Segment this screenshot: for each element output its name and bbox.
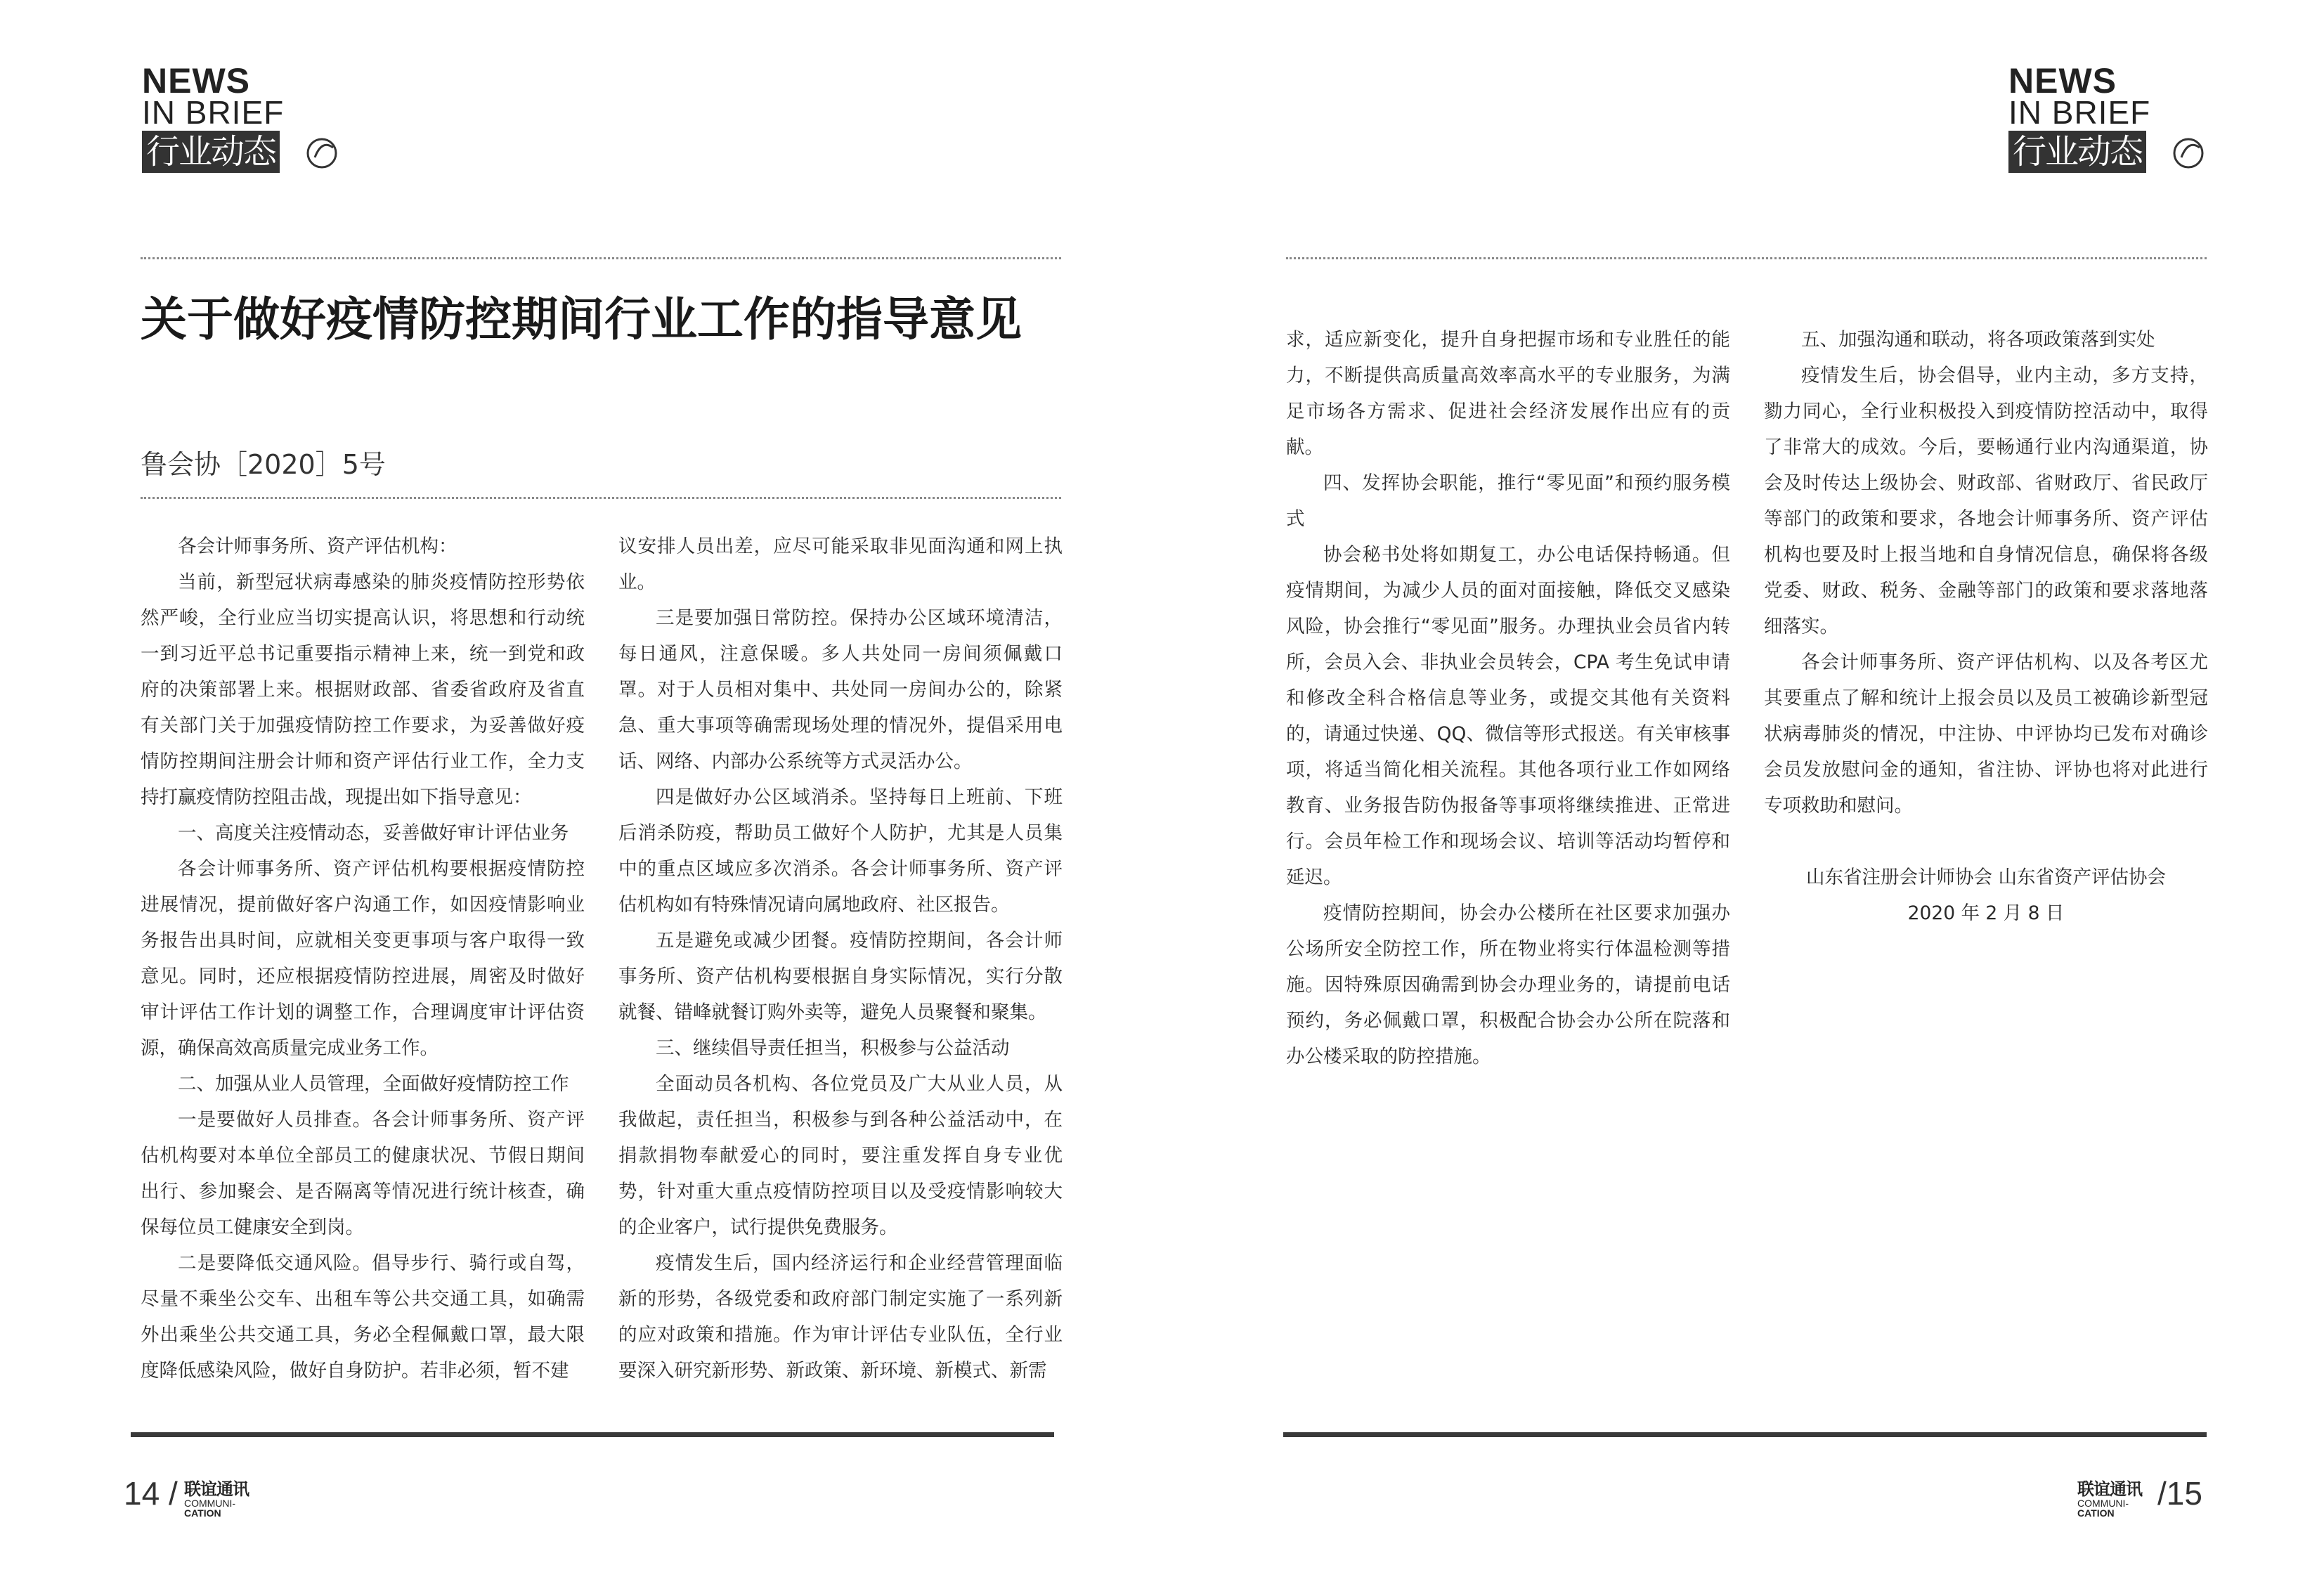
paragraph: 二是要降低交通风险。倡导步行、骑行或自驾，尽量不乘坐公交车、出租车等公共交通工具，如确需外出乘坐公共交通工具，务必全程佩戴口罩，最大限度降低感染风险，做好自身防护。若非必须，暂不建	[141, 1252, 585, 1382]
section-logo-right	[2008, 61, 2209, 173]
magazine-name-cn: 联谊通讯	[184, 1479, 249, 1499]
section-heading: 三、继续倡导责任担当，积极参与公益活动	[656, 1037, 1010, 1059]
leaf-ornament-icon	[305, 135, 342, 171]
section-label-cn: 行业动态	[2008, 131, 2146, 173]
paragraph: 协会秘书处将如期复工，办公电话保持畅通。但疫情期间，为减少人员的面对面接触，降低交叉感染风险，协会推行“零见面”服务。办理执业会员省内转所，会员入会、非执业会员转会，CPA 考生免试申请和修改全科合格信息等业务，或提交其他有关资料的，请通过快递、QQ、微信等形式报送。有关审核事项，将适当简化相关流程。其他各项行业工作如网络教育、业务报告防伪报备等事项将继续推进、正常进行。会员年检工作和现场会议、培训等活动均暂停和延迟。	[1286, 544, 1730, 888]
article-column-3	[1286, 322, 1730, 1075]
header-divider-left	[141, 257, 1061, 259]
footer-rule-left	[131, 1432, 1054, 1437]
header-divider-right	[1286, 257, 2207, 259]
magazine-name-en-2: CATION	[184, 1507, 221, 1519]
paragraph: 疫情发生后，国内经济运行和企业经营管理面临新的形势，各级党委和政府部门制定实施了一系列新的应对政策和措施。作为审计评估专业队伍，全行业要深入研究新形势、新政策、新环境、新模式、新需	[618, 1252, 1063, 1382]
signature: 山东省注册会计师协会 山东省资产评估协会	[1806, 867, 2166, 888]
section-logo-left	[142, 61, 342, 173]
paragraph: 一是要做好人员排查。各会计师事务所、资产评估机构要对本单位全部员工的健康状况、节假日期间出行、参加聚会、是否隔离等情况进行统计核查，确保每位员工健康安全到岗。	[141, 1109, 585, 1238]
in-brief-label: IN BRIEF	[2008, 94, 2151, 131]
document-number: 鲁会协［2020］5号	[141, 449, 386, 480]
paragraph: 疫情发生后，协会倡导，业内主动，多方支持，勠力同心，全行业积极投入到疫情防控活动中，取得了非常大的成效。今后，要畅通行业内沟通渠道，协会及时传达上级协会、财政部、省财政厅、省民政厅等部门的政策和要求，各地会计师事务所、资产评估机构也要及时上报当地和自身情况信息，确保将各级党委、财政、税务、金融等部门的政策和要求落地落细落实。	[1764, 365, 2208, 637]
paragraph: 三是要加强日常防控。保持办公区域环境清洁，每日通风，注意保暖。多人共处同一房间须佩戴口罩。对于人员相对集中、共处同一房间办公的，除紧急、重大事项等确需现场处理的情况外，提倡采用电话、网络、内部办公系统等方式灵活办公。	[618, 607, 1063, 772]
article-column-2	[618, 528, 1063, 1389]
footer-rule-right	[1283, 1432, 2207, 1437]
paragraph: 各会计师事务所、资产评估机构、以及各考区尤其要重点了解和统计上报会员以及员工被确诊新型冠状病毒肺炎的情况，中注协、中评协均已发布对确诊会员发放慰问金的通知，省注协、评协也将对此进行专项救助和慰问。	[1764, 651, 2208, 817]
magazine-name-cn: 联谊通讯	[2077, 1479, 2142, 1499]
page-number-left: 14 /	[124, 1475, 178, 1512]
news-label: NEWS	[142, 61, 250, 100]
section-heading: 二、加强从业人员管理，全面做好疫情防控工作	[178, 1073, 569, 1095]
article-column-4	[1764, 322, 2208, 931]
page-number-right: /15	[2157, 1475, 2202, 1512]
paragraph: 当前，新型冠状病毒感染的肺炎疫情防控形势依然严峻，全行业应当切实提高认识，将思想和行动统一到习近平总书记重要指示精神上来，统一到党和政府的决策部署上来。根据财政部、省委省政府及省直有关部门关于加强疫情防控工作要求，为妥善做好疫情防控期间注册会计师和资产评估行业工作，全力支持打赢疫情防控阻击战，现提出如下指导意见：	[141, 571, 585, 808]
magazine-name-en-1: COMMUNI-	[184, 1498, 236, 1509]
section-heading: 五、加强沟通和联动，将各项政策落到实处	[1801, 329, 2155, 351]
in-brief-label: IN BRIEF	[142, 94, 285, 131]
magazine-name-en-2: CATION	[2077, 1507, 2115, 1519]
magazine-name-en-1: COMMUNI-	[2077, 1498, 2129, 1509]
section-label-cn: 行业动态	[142, 131, 280, 173]
article-title: 关于做好疫情防控期间行业工作的指导意见	[141, 292, 1022, 346]
article-column-1	[141, 528, 585, 1389]
signature-date: 2020 年 2 月 8 日	[1907, 902, 2065, 924]
paragraph: 疫情防控期间，协会办公楼所在社区要求加强办公场所安全防控工作，所在物业将实行体温检测等措施。因特殊原因确需到协会办理业务的，请提前电话预约，务必佩戴口罩，积极配合协会办公所在院落和办公楼采取的防控措施。	[1286, 902, 1730, 1067]
paragraph: 四是做好办公区域消杀。坚持每日上班前、下班后消杀防疫，帮助员工做好个人防护，尤其是人员集中的重点区域应多次消杀。各会计师事务所、资产评估机构如有特殊情况请向属地政府、社区报告。	[618, 786, 1063, 916]
paragraph: 全面动员各机构、各位党员及广大从业人员，从我做起，责任担当，积极参与到各种公益活动中，在捐款捐物奉献爱心的同时，要注重发挥自身专业优势，针对重大重点疫情防控项目以及受疫情影响较大的企业客户，试行提供免费服务。	[618, 1073, 1063, 1238]
section-heading: 一、高度关注疫情动态，妥善做好审计评估业务	[178, 822, 569, 844]
paragraph: 求，适应新变化，提升自身把握市场和专业胜任的能力，不断提供高质量高效率高水平的专业服务，为满足市场各方需求、促进社会经济发展作出应有的贡献。	[1286, 329, 1730, 458]
salutation: 各会计师事务所、资产评估机构：	[178, 536, 457, 557]
news-label: NEWS	[2008, 61, 2117, 100]
paragraph: 议安排人员出差，应尽可能采取非见面沟通和网上执业。	[618, 536, 1063, 593]
magazine-logo-right	[2077, 1480, 2162, 1518]
magazine-logo-left	[184, 1480, 268, 1518]
paragraph: 各会计师事务所、资产评估机构要根据疫情防控进展情况，提前做好客户沟通工作，如因疫情影响业务报告出具时间，应就相关变更事项与客户取得一致意见。同时，还应根据疫情防控进展，周密及时做好审计评估工作计划的调整工作，合理调度审计评估资源，确保高效高质量完成业务工作。	[141, 858, 585, 1059]
leaf-ornament-icon	[2172, 135, 2208, 171]
paragraph: 五是避免或减少团餐。疫情防控期间，各会计师事务所、资产估机构要根据自身实际情况，实行分散就餐、错峰就餐订购外卖等，避免人员聚餐和聚集。	[618, 930, 1063, 1023]
title-divider	[141, 497, 1061, 499]
section-heading: 四、发挥协会职能，推行“零见面”和预约服务模式	[1286, 472, 1730, 530]
